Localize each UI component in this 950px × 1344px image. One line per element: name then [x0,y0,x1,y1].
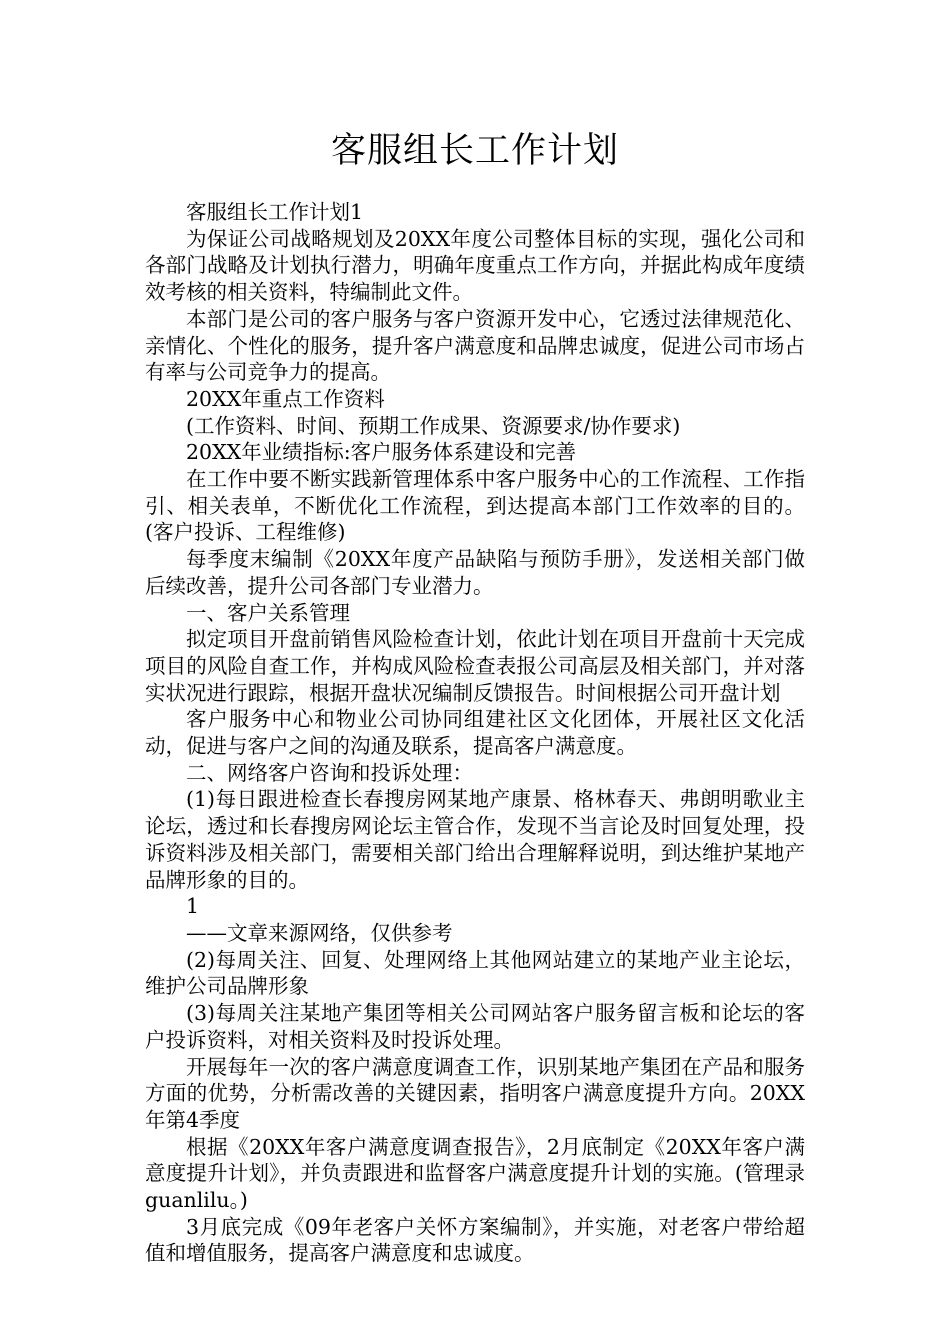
section-heading-customer-relations: 一、客户关系管理 [186,600,350,625]
document-body [145,199,805,1267]
paragraph-plan-heading: 客服组长工作计划1 [186,200,364,224]
paragraph-workflow-practice: 在工作中要不断实践新管理体系中客户服务中心的工作流程、工作指引、相关表单，不断优化工作流程，到达提高本部门工作效率的目的。(客户投诉、工程维修) [145,467,805,545]
page-number: 1 [186,894,200,919]
list-item-2-weekly-forum: (2)每周关注、回复、处理网络上其他网站建立的某地产业主论坛，维护公司品牌形象 [145,947,805,999]
list-item-3-weekly-message-board: (3)每周关注某地产集团等相关公司网站客户服务留言板和论坛的客户投诉资料，对相关资料及时投诉处理。 [145,1001,805,1052]
source-note: ——文章来源网络，仅供参考 [186,920,453,945]
list-item-1-daily-forum-check: (1)每日跟进检查长春搜房网某地产康景、格林春天、弗朗明歌业主论坛，透过和长春搜房网论坛主管合作，发现不当言论及时回复处理，投诉资料涉及相关部门，需要相关部门给出合理解释说明，到达维护某地产品牌形象的目的。 [145,787,805,892]
paragraph-satisfaction-plan: 根据《20XX年客户满意度调查报告》，2月底制定《20XX年客户满意度提升计划》，并负责跟进和监督客户满意度提升计划的实施。(管理录guanlilu。) [145,1134,805,1213]
paragraph-work-columns: (工作资料、时间、预期工作成果、资源要求/协作要求) [186,413,681,438]
section-heading-online-complaints: 二、网络客户咨询和投诉处理： [186,760,473,785]
paragraph-community-activities: 客户服务中心和物业公司协同组建社区文化团体，开展社区文化活动，促进与客户之间的沟通及联系，提高客户满意度。 [145,707,805,759]
paragraph-department-role: 本部门是公司的客户服务与客户资源开发中心，它透过法律规范化、亲情化、个性化的服务，提升客户满意度和品牌忠诚度，促进公司市场占有率与公司竞争力的提高。 [145,306,805,385]
paragraph-quarterly-manual: 每季度末编制《20XX年度产品缺陷与预防手册》，发送相关部门做后续改善，提升公司各部门专业潜力。 [145,547,805,598]
paragraph-key-work-heading: 20XX年重点工作资料 [186,386,385,411]
page-title: 客服组长工作计划 [330,131,619,171]
paragraph-old-customer-care: 3月底完成《09年老客户关怀方案编制》，并实施，对老客户带给超值和增值服务，提高客户满意度和忠诚度。 [145,1214,805,1266]
paragraph-satisfaction-survey: 开展每年一次的客户满意度调查工作，识别某地产集团在产品和服务方面的优势，分析需改善的关键因素，指明客户满意度提升方向。20XX年第4季度 [145,1054,805,1132]
paragraph-purpose: 为保证公司战略规划及20XX年度公司整体目标的实现，强化公司和各部门战略及计划执行潜力，明确年度重点工作方向，并据此构成年度绩效考核的相关资料，特编制此文件。 [145,226,805,305]
paragraph-risk-check-plan: 拟定项目开盘前销售风险检查计划，依此计划在项目开盘前十天完成项目的风险自查工作，并构成风险检查表报公司高层及相关部门，并对落实状况进行跟踪，根据开盘状况编制反馈报告。时间根据公司开盘计划 [145,627,805,705]
paragraph-performance-indicator: 20XX年业绩指标:客户服务体系建设和完善 [186,440,577,465]
